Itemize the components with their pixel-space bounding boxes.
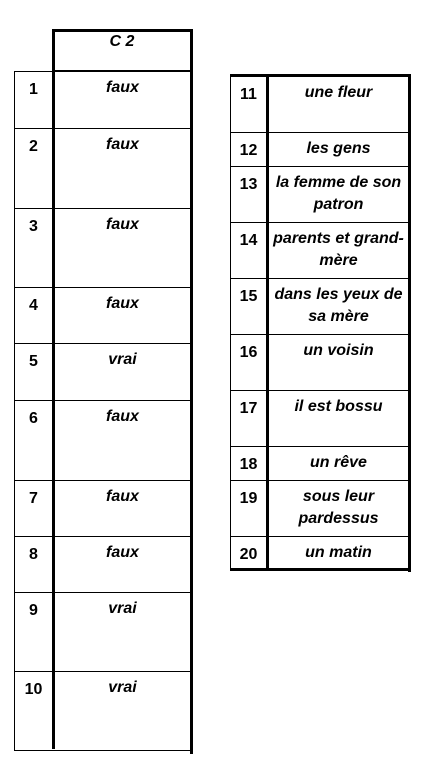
answer-cell: sous leur pardessus [298,488,379,527]
question-number: 14 [239,232,258,249]
answer-cell: faux [106,216,139,233]
question-number: 13 [239,176,258,193]
answer-cell: faux [106,488,139,505]
answer-cell: un rêve [310,454,367,471]
answer-cell: parents et grand-mère [273,230,404,269]
answer-cell: faux [106,136,139,153]
left-table-row-line [14,750,192,751]
question-number: 17 [239,400,258,417]
question-number: 15 [239,288,258,305]
answer-cell: faux [106,544,139,561]
question-number: 7 [29,490,38,507]
answer-cell: un matin [305,544,372,561]
answer-cell: faux [106,408,139,425]
question-number: 8 [29,546,38,563]
answer-cell: dans les yeux de sa mère [274,286,403,325]
question-number: 11 [240,86,257,103]
question-number: 10 [24,681,43,698]
answer-cell: une fleur [304,84,373,101]
question-number: 5 [29,353,38,370]
question-number: 18 [239,456,258,473]
question-number: 20 [239,546,258,563]
question-number: 1 [29,81,38,98]
question-number: 3 [29,218,38,235]
question-number: 12 [239,142,258,159]
header-top-border [52,29,193,32]
column-header-c2: C 2 [109,33,135,50]
question-number: 19 [239,490,258,507]
answer-cell: la femme de son patron [275,174,402,213]
answer-cell: faux [106,79,139,96]
answer-cell: un voisin [303,342,374,359]
answer-cell: vrai [108,351,137,368]
question-number: 4 [29,297,38,314]
answer-cell: vrai [108,679,137,696]
answer-cell: vrai [108,600,137,617]
answer-cell: les gens [306,140,371,157]
answer-cell: faux [106,295,139,312]
question-number: 16 [239,344,258,361]
answer-cell: il est bossu [294,398,383,415]
question-number: 9 [29,602,38,619]
question-number: 6 [29,410,38,427]
right-table-right-border [408,74,411,572]
question-number: 2 [29,138,38,155]
left-table-right-border [190,29,193,754]
